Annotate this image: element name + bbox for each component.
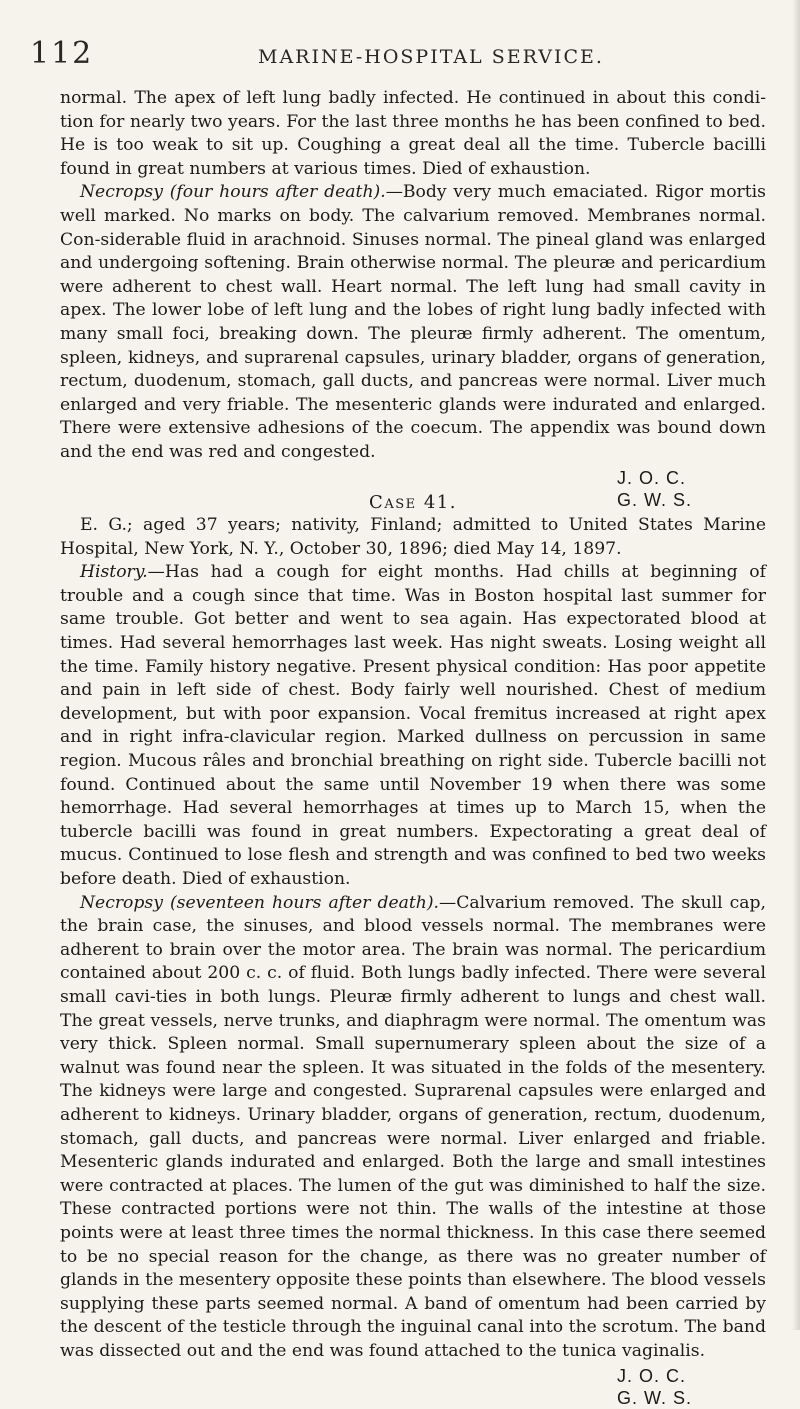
- signature-line: J. O. C.: [617, 1366, 687, 1387]
- signature-line: G. W. S.: [617, 1388, 693, 1409]
- case40-necropsy-text: —Body very much emaciated. Rigor mortis well marked. No marks on body. The calvarium removed. Membranes normal. Con-siderable fluid in arachnoid. Sinuses normal. The pineal gland was enlarged and undergoing softening. Brain otherwise normal. The pleuræ and pericardium were adherent to chest wall. Heart normal. The left lung had small cavity in apex. The lower lobe of left lung and the lobes of right lung badly infected with many small foci, breaking down. The pleuræ firmly adherent. The omentum, spleen, kidneys, and suprarenal capsules, urinary bladder, organs of generation, rectum, duodenum, stomach, gall ducts, and pancreas were normal. Liver much enlarged and very friable. The mesenteric glands were indurated and enlarged. There were extensive adhesions of the coecum. The appendix was bound down and the end was red and congested.: [60, 182, 766, 462]
- running-title: MARINE-HOSPITAL SERVICE.: [258, 46, 604, 68]
- page-body: [60, 87, 766, 1409]
- case41-history-label: History.: [80, 562, 148, 583]
- signature-line: G. W. S.: [617, 489, 693, 510]
- case41-signature: [60, 1365, 766, 1409]
- page-header: [30, 36, 770, 76]
- case41-necropsy-label: Necropsy (seventeen hours after death).: [80, 892, 440, 913]
- case41-heading: Case 41.: [369, 491, 457, 513]
- page-edge-shadow: [792, 0, 800, 1330]
- case40-necropsy: [60, 181, 766, 464]
- case40-necropsy-label: Necropsy (four hours after death).: [80, 182, 386, 203]
- case41-necropsy-text: —Calvarium removed. The skull cap, the brain case, the sinuses, and blood vessels normal. The membranes were adherent to brain over the motor area. The brain was normal. The pericardium contained about 200 c. c. of fluid. Both lungs badly infected. There were several small cavi-ties in both lungs. Pleuræ firmly adherent to lungs and chest wall. The great vessels, nerve trunks, and diaphragm were normal. The omentum was very thick. Spleen normal. Small supernumerary spleen about the size of a walnut was found near the spleen. It was situated in the folds of the mesentery. The kidneys were large and congested. Suprarenal capsules were enlarged and adherent to kidneys. Urinary bladder, organs of generation, rectum, duodenum, stomach, gall ducts, and pancreas were normal. Liver enlarged and friable. Mesenteric glands indurated and enlarged. Both the large and small intestines were contracted at places. The lumen of the gut was diminished to half the size. These contracted portions were not thin. The walls of the intestine at those points were at least three times the normal thickness. In this case there seemed to be no special reason for the change, as there was no greater number of glands in the mesentery opposite these points than elsewhere. The blood vessels supplying these parts seemed normal. A band of omentum had been carried by the descent of the testicle through the inguinal canal into the scrotum. The band was dissected out and the end was found attached to the tunica vaginalis.: [60, 892, 767, 1361]
- case40-history-end: normal. The apex of left lung badly infected. He continued in about this condi-tion for nearly two years. For the last three months he has been confined to bed. He is too weak to sit up. Coughing a great deal all the time. Tubercle bacilli found in great numbers at various times. Died of exhaustion.: [60, 88, 766, 179]
- case41-history-text: —Has had a cough for eight months. Had chills at beginning of trouble and a cough since that time. Was in Boston hospital last summer for same trouble. Got better and went to sea again. Has expectorated blood at times. Had several hemorrhages last week. Has night sweats. Losing weight all the time. Family history negative. Present physical condition: Has poor appetite and pain in left side of chest. Body fairly well nourished. Chest of medium development, but with poor expansion. Vocal fremitus increased at right apex and in right infra-clavicular region. Marked dullness on percussion in same region. Mucous râles and bronchial breathing on right side. Tubercle bacilli not found. Continued about the same until November 19 when there was some hemorrhage. Had several hemorrhages at times up to March 15, when the tubercle bacilli was found in great numbers. Expectorating a great deal of mucus. Continued to lose flesh and strength and was confined to bed two weeks before death. Died of exhaustion.: [60, 562, 766, 889]
- case41-history: [60, 561, 766, 891]
- page-number: 112: [30, 36, 94, 71]
- case41-necropsy: [60, 892, 766, 1364]
- signature-line: J. O. C.: [617, 467, 687, 488]
- case41-intro: E. G.; aged 37 years; nativity, Finland; admitted to United States Marine Hospital, New York, N. Y., October 30, 1896; died May 14, 1897.: [60, 515, 766, 559]
